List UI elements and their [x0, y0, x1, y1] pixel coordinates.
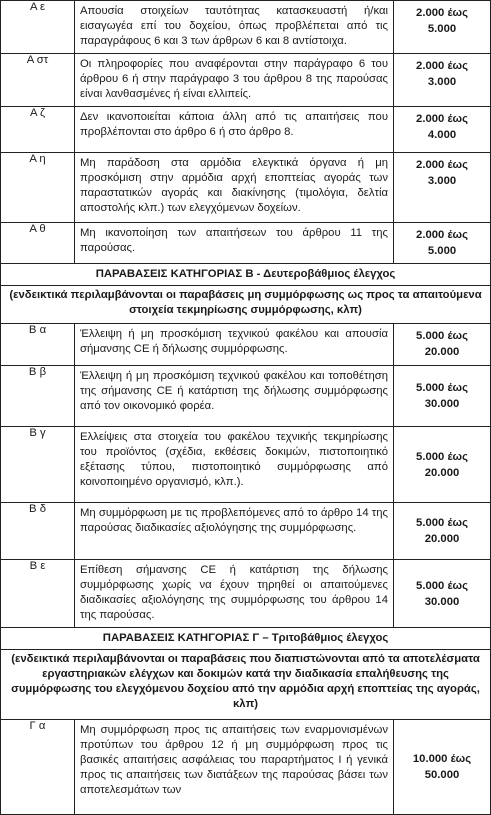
table-row [1, 153, 491, 223]
violation-description: Επίθεση σήμανσης CE ή κατάρτιση της δήλωσης συμμόρφωσης χωρίς να έχουν τηρηθεί οι απαιτούμενες διαδικασίες αξιολόγησης της συμμόρφωσης του άρθρου 14 της παρούσας. [75, 560, 394, 628]
violation-code: Β γ [1, 427, 75, 503]
violation-code: Α ε [1, 1, 75, 54]
violation-code: Β β [1, 366, 75, 427]
fine-range: 2.000 έως 4.000 [394, 107, 491, 153]
table-row [1, 324, 491, 366]
fine-range: 2.000 έως 5.000 [394, 1, 491, 54]
table-row [1, 560, 491, 628]
violation-code: Β α [1, 324, 75, 366]
violation-description: Μη συμμόρφωση με τις προβλεπόμενες από το άρθρο 14 της παρούσας διαδικασίες αξιολόγησης της συμμόρφωσης. [75, 503, 394, 560]
fine-range: 5.000 έως 30.000 [394, 560, 491, 628]
violation-code: Α ζ [1, 107, 75, 153]
category-heading-row [1, 264, 491, 286]
category-heading-row [1, 628, 491, 650]
category-note-row [1, 286, 491, 324]
fine-range: 5.000 έως 20.000 [394, 427, 491, 503]
violation-description: Ελλείψεις στα στοιχεία του φακέλου τεχνικής τεκμηρίωσης του προϊόντος (σχέδια, εκθέσεις δοκιμών, πιστοποιητικό εξέτασης τύπου, πιστοποιητικό συμμόρφωσης από κοινοποιημένο οργανισμό, κλπ.). [75, 427, 394, 503]
violation-code: Β ε [1, 560, 75, 628]
category-b-note: (ενδεικτικά περιλαμβάνονται οι παραβάσεις μη συμμόρφωσης ως προς τα απαιτούμενα στοιχεία τεκμηρίωσης συμμόρφωσης, κλπ) [1, 286, 491, 324]
fine-range: 2.000 έως 5.000 [394, 223, 491, 264]
fine-range: 5.000 έως 20.000 [394, 503, 491, 560]
fine-range: 5.000 έως 30.000 [394, 366, 491, 427]
violation-description: Μη παράδοση στα αρμόδια ελεγκτικά όργανα ή μη προσκόμιση στην αρμόδια αρχή εποπτείας αγοράς των παραστατικών αγοράς και διακίνησης (τιμολόγια, δελτία αποστολής κλπ.) των ελεγχόμενων δοχείων. [75, 153, 394, 223]
violation-code: Α θ [1, 223, 75, 264]
table-row [1, 1, 491, 54]
violation-code: Γ α [1, 720, 75, 815]
violation-description: Οι πληροφορίες που αναφέρονται στην παράγραφο 6 του άρθρου 6 ή στην παράγραφο 3 του άρθρου 8 της παρούσας είναι λανθασμένες ή είναι ελλιπείς. [75, 54, 394, 107]
category-b-heading: ΠΑΡΑΒΑΣΕΙΣ ΚΑΤΗΓΟΡΙΑΣ Β - Δευτεροβάθμιος έλεγχος [1, 264, 491, 286]
violation-code: Β δ [1, 503, 75, 560]
fine-range: 2.000 έως 3.000 [394, 54, 491, 107]
table-row [1, 54, 491, 107]
table-row [1, 223, 491, 264]
violation-code: Α στ [1, 54, 75, 107]
violation-description: Απουσία στοιχείων ταυτότητας κατασκευαστή ή/και εισαγωγέα επί του δοχείου, όπως προβλέπεται από τις παραγράφους 6 και 3 των άρθρων 6 και 8 αντίστοιχα. [75, 1, 394, 54]
table-row [1, 427, 491, 503]
table-row [1, 503, 491, 560]
category-note-row [1, 650, 491, 720]
violation-description: Έλλειψη ή μη προσκόμιση τεχνικού φακέλου και απουσία σήμανσης CE ή δήλωσης συμμόρφωσης. [75, 324, 394, 366]
fine-range: 10.000 έως 50.000 [394, 720, 491, 815]
fine-range: 5.000 έως 20.000 [394, 324, 491, 366]
category-c-heading: ΠΑΡΑΒΑΣΕΙΣ ΚΑΤΗΓΟΡΙΑΣ Γ – Τριτοβάθμιος έλεγχος [1, 628, 491, 650]
violation-description: Μη ικανοποίηση των απαιτήσεων του άρθρου 11 της παρούσας. [75, 223, 394, 264]
category-c-note: (ενδεικτικά περιλαμβάνονται οι παραβάσεις που διαπιστώνονται από τα αποτελέσματα εργαστηριακών ελέγχων και δοκιμών κατά την διαδικασία επαλήθευσης της συμμόρφωσης του ελεγχόμενου δοχείου από την αρμόδια αρχή εποπτείας της αγοράς, κλπ) [1, 650, 491, 720]
violation-description: Μη συμμόρφωση προς τις απαιτήσεις των εναρμονισμένων προτύπων του άρθρου 12 ή μη συμμόρφωση προς τις βασικές απαιτήσεις ασφάλειας του παραρτήματος Ι ή γενικά προς τις απαιτήσεις των διατάξεων της παρούσας βάσει των αποτελεσμάτων των [75, 720, 394, 815]
fine-range: 2.000 έως 3.000 [394, 153, 491, 223]
violation-code: Α η [1, 153, 75, 223]
table-row [1, 720, 491, 815]
violation-description: Έλλειψη ή μη προσκόμιση τεχνικού φακέλου και τοποθέτηση της σήμανσης CE ή κατάρτιση της δήλωσης συμμόρφωσης από τον οικονομικό φορέα. [75, 366, 394, 427]
table-row [1, 366, 491, 427]
table-row [1, 107, 491, 153]
violation-description: Δεν ικανοποιείται κάποια άλλη από τις απαιτήσεις που προβλέπονται στο άρθρο 6 ή στο άρθρο 8. [75, 107, 394, 153]
